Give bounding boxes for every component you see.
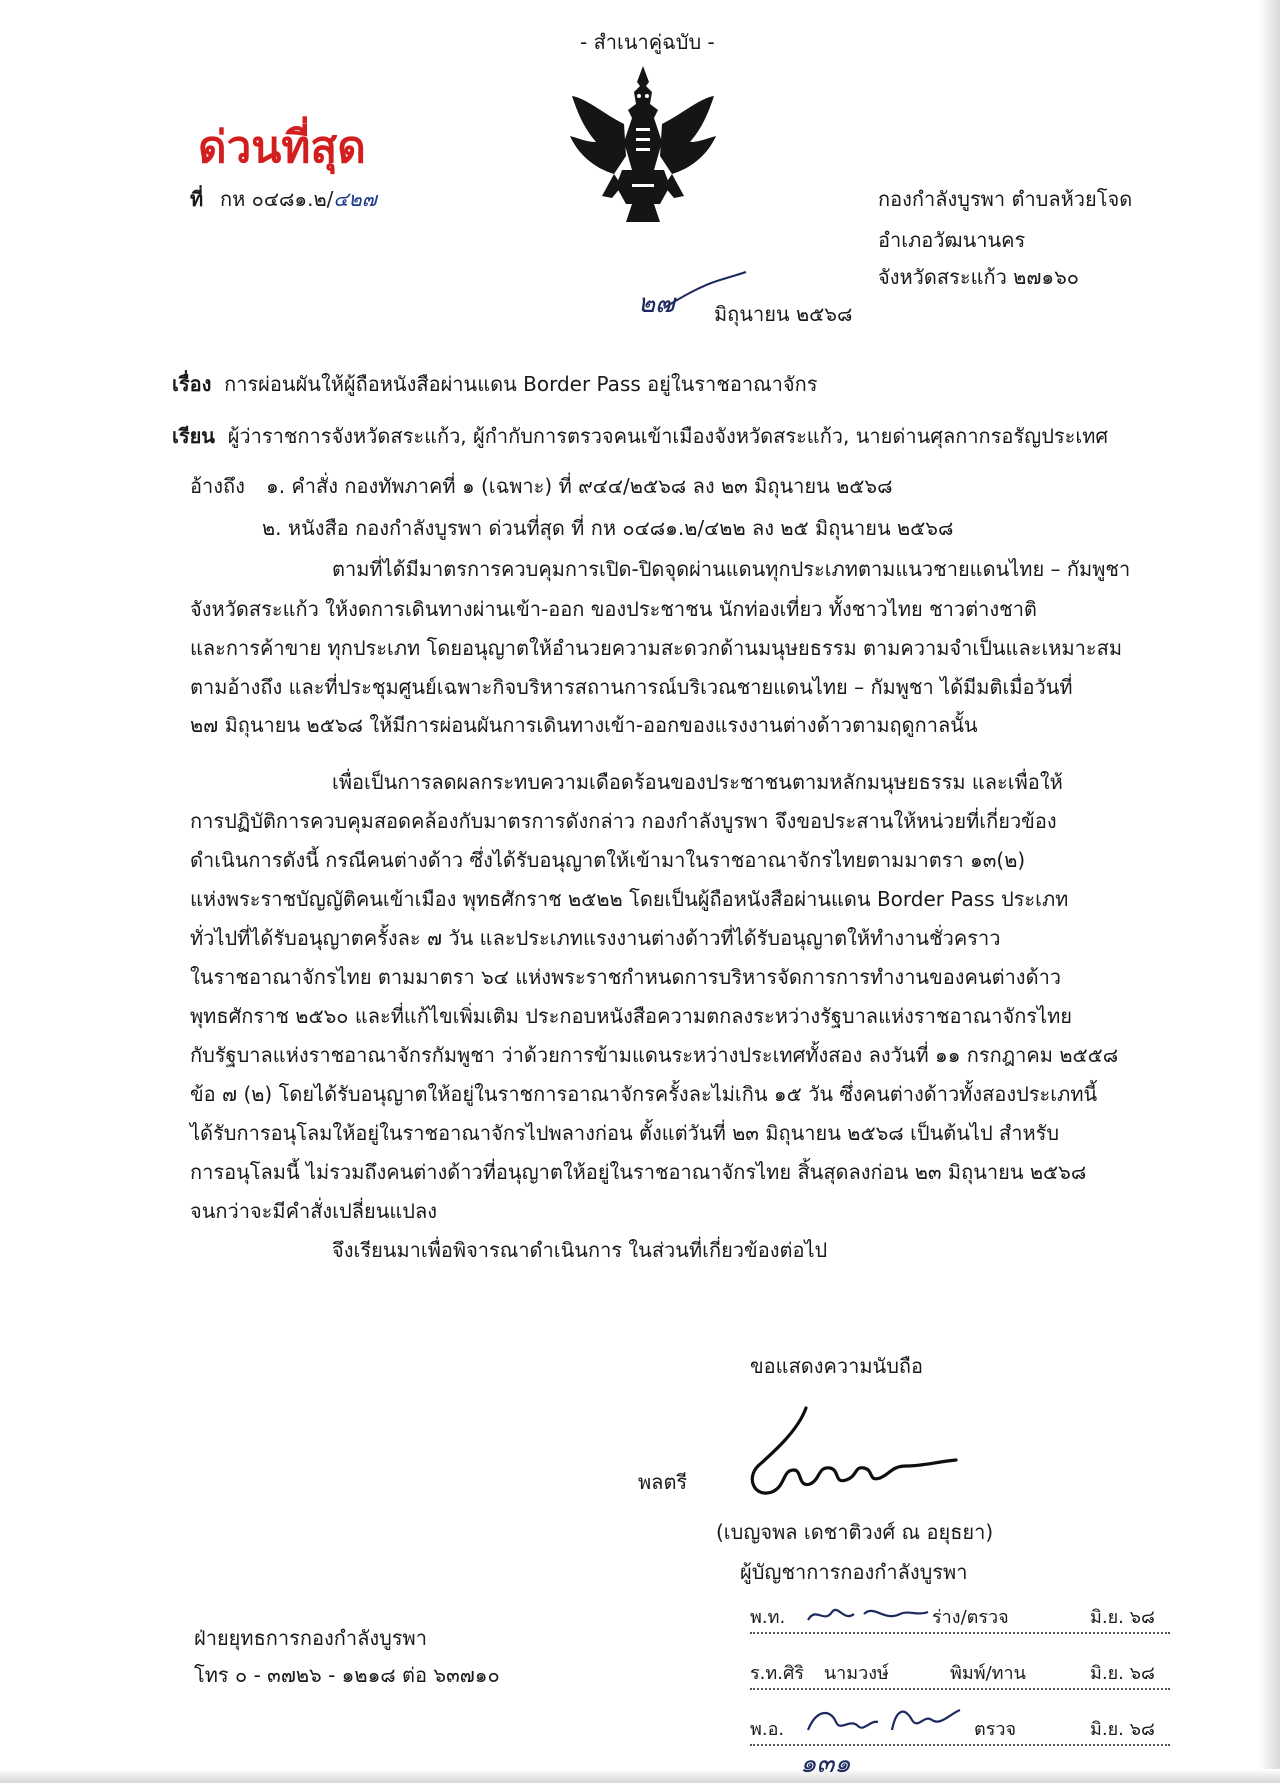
- regards-line: ขอแสดงความนับถือ: [750, 1354, 924, 1378]
- reference-item-1: ๑. คำสั่ง กองทัพภาคที่ ๑ (เฉพาะ) ที่ ๙๔๔/๒๕๖๘ ลง ๒๓ มิถุนายน ๒๕๖๘: [266, 474, 893, 498]
- footer-department: ฝ่ายยุทธการกองกำลังบูรพา: [194, 1626, 427, 1650]
- page-edge-shadow-bottom: [0, 1769, 1280, 1783]
- signer-name: (เบญจพล เดชาติวงศ์ ณ อยุธยา): [716, 1520, 994, 1544]
- signer-position: ผู้บัญชาการกองกำลังบูรพา: [740, 1560, 968, 1584]
- para2-line-7: พุทธศักราช ๒๕๖๐ และที่แก้ไขเพิ่มเติม ประกอบหนังสือความตกลงระหว่างรัฐบาลแห่งราชอาณาจักรไทย: [190, 1004, 1073, 1028]
- routing-2-name: นามวงษ์: [823, 1663, 889, 1684]
- urgency-label: ด่วนที่สุด: [198, 122, 366, 173]
- ref-number: [220, 187, 377, 211]
- address-line-2: อำเภอวัฒนานคร: [878, 228, 1026, 252]
- routing-line-2: [750, 1662, 1170, 1690]
- para1-line-5: ๒๗ มิถุนายน ๒๕๖๘ ให้มีการผ่อนผันการเดินทางเข้า-ออกของแรงงานต่างด้าวตามฤดูกาลนั้น: [190, 713, 978, 737]
- routing-1-date: มิ.ย. ๖๘: [1090, 1607, 1155, 1628]
- routing-3-initials: [800, 1700, 970, 1744]
- page-edge-shadow-right: [1258, 0, 1280, 1783]
- signature-scribble: [736, 1400, 966, 1510]
- para2-line-3: ดำเนินการดังนี้ กรณีคนต่างด้าว ซึ่งได้รับอนุญาตให้เข้ามาในราชอาณาจักรไทยตามมาตรา ๑๓(๒): [190, 848, 1026, 872]
- routing-3-date: มิ.ย. ๖๘: [1090, 1719, 1155, 1740]
- footer-phone: โทร ๐ - ๓๗๒๖ - ๑๒๑๘ ต่อ ๖๓๗๑๐: [194, 1663, 500, 1687]
- closing-line: จึงเรียนมาเพื่อพิจารณาดำเนินการ ในส่วนที่เกี่ยวข้องต่อไป: [332, 1238, 828, 1262]
- ref-number-printed: กห ๐๔๘๑.๒/: [220, 187, 334, 211]
- references-label: อ้างถึง: [190, 474, 245, 498]
- ref-number-handwritten: ๔๒๗: [333, 187, 377, 211]
- signer-rank: พลตรี: [638, 1470, 688, 1494]
- routing-3-role: ตรวจ: [974, 1719, 1017, 1740]
- para2-line-10: ได้รับการอนุโลมให้อยู่ในราชอาณาจักรไปพลางก่อน ตั้งแต่วันที่ ๒๓ มิถุนายน ๒๕๖๘ เป็นต้นไป สำหรับ: [190, 1121, 1060, 1145]
- para1-line-4: ตามอ้างถึง และที่ประชุมศูนย์เฉพาะกิจบริหารสถานการณ์บริเวณชายแดนไทย – กัมพูชา ได้มีมติเมื่อวันที่: [190, 675, 1073, 699]
- subject-label: เรื่อง: [172, 372, 212, 396]
- para2-line-2: การปฏิบัติการควบคุมสอดคล้องกับมาตรการดังกล่าว กองกำลังบูรพา จึงขอประสานให้หน่วยที่เกี่ยวข้อง: [190, 809, 1057, 833]
- routing-1-initials: [804, 1600, 934, 1630]
- routing-2-prefix: ร.ท.ศิริ: [750, 1663, 805, 1684]
- para2-line-12: จนกว่าจะมีคำสั่งเปลี่ยนแปลง: [190, 1199, 437, 1223]
- para2-line-5: ทั่วไปที่ได้รับอนุญาตครั้งละ ๗ วัน และประเภทแรงงานต่างด้าวที่ได้รับอนุญาตให้ทำงานชั่วคราว: [190, 926, 1001, 950]
- subject-line: [172, 372, 817, 396]
- routing-2-date: มิ.ย. ๖๘: [1090, 1663, 1155, 1684]
- date-day-handwritten: ๒๗: [638, 289, 675, 319]
- para2-line-9: ข้อ ๗ (๒) โดยได้รับอนุญาตให้อยู่ในราชการอาณาจักรครั้งละไม่เกิน ๑๕ วัน ซึ่งคนต่างด้าวทั้งสองประเภทนี้: [190, 1082, 1098, 1106]
- ref-label: ที่: [190, 187, 204, 211]
- subject-text: การผ่อนผันให้ผู้ถือหนังสือผ่านแดน Border Pass อยู่ในราชอาณาจักร: [224, 372, 818, 396]
- address-line-1: กองกำลังบูรพา ตำบลห้วยโจด: [878, 187, 1133, 211]
- routing-3-prefix: พ.อ.: [750, 1719, 785, 1740]
- bottom-handwritten-number: ๑๓๑: [800, 1749, 851, 1779]
- date-month-year: มิถุนายน ๒๕๖๘: [714, 302, 853, 326]
- routing-1-prefix: พ.ท.: [750, 1607, 786, 1628]
- para1-line-2: จังหวัดสระแก้ว ให้งดการเดินทางผ่านเข้า-ออก ของประชาชน นักท่องเที่ยว ทั้งชาวไทย ชาวต่างชาติ: [190, 597, 1037, 621]
- para1-line-1: ตามที่ได้มีมาตรการควบคุมการเปิด-ปิดจุดผ่านแดนทุกประเภทตามแนวชายแดนไทย – กัมพูชา: [332, 557, 1131, 581]
- para2-line-4: แห่งพระราชบัญญัติคนเข้าเมือง พุทธศักราช ๒๕๒๒ โดยเป็นผู้ถือหนังสือผ่านแดน Border Pass ประเภท: [190, 887, 1069, 911]
- recipient-text: ผู้ว่าราชการจังหวัดสระแก้ว, ผู้กำกับการตรวจคนเข้าเมืองจังหวัดสระแก้ว, นายด่านศุลกากรอรัญประเทศ: [227, 424, 1109, 448]
- recipient-label: เรียน: [172, 424, 215, 448]
- recipient-line: [172, 424, 1108, 448]
- para2-line-8: กับรัฐบาลแห่งราชอาณาจักรกัมพูชา ว่าด้วยการข้ามแดนระหว่างประเทศทั้งสอง ลงวันที่ ๑๑ กรกฎาคม ๒๕๕๘: [190, 1043, 1119, 1067]
- routing-1-role: ร่าง/ตรวจ: [932, 1607, 1009, 1628]
- reference-item-2: ๒. หนังสือ กองกำลังบูรพา ด่วนที่สุด ที่ กห ๐๔๘๑.๒/๔๒๒ ลง ๒๕ มิถุนายน ๒๕๖๘: [262, 516, 954, 540]
- para2-line-6: ในราชอาณาจักรไทย ตามมาตรา ๖๔ แห่งพระราชกำหนดการบริหารจัดการการทำงานของคนต่างด้าว: [190, 965, 1062, 989]
- para1-line-3: และการค้าขาย ทุกประเภท โดยอนุญาตให้อำนวยความสะดวกด้านมนุษยธรรม ตามความจำเป็นและเหมาะสม: [190, 636, 1123, 660]
- para2-line-11: การอนุโลมนี้ ไม่รวมถึงคนต่างด้าวที่อนุญาตให้อยู่ในราชอาณาจักรไทย สิ้นสุดลงก่อน ๒๓ มิถุนายน ๒๕๖๘: [190, 1160, 1087, 1184]
- para2-line-1: เพื่อเป็นการลดผลกระทบความเดือดร้อนของประชาชนตามหลักมนุษยธรรม และเพื่อให้: [332, 770, 1063, 794]
- copy-stamp: - สำเนาคู่ฉบับ -: [580, 30, 715, 54]
- garuda-emblem: [566, 58, 720, 228]
- routing-2-role: พิมพ์/ทาน: [950, 1663, 1026, 1684]
- address-line-3: จังหวัดสระแก้ว ๒๗๑๖๐: [878, 265, 1079, 289]
